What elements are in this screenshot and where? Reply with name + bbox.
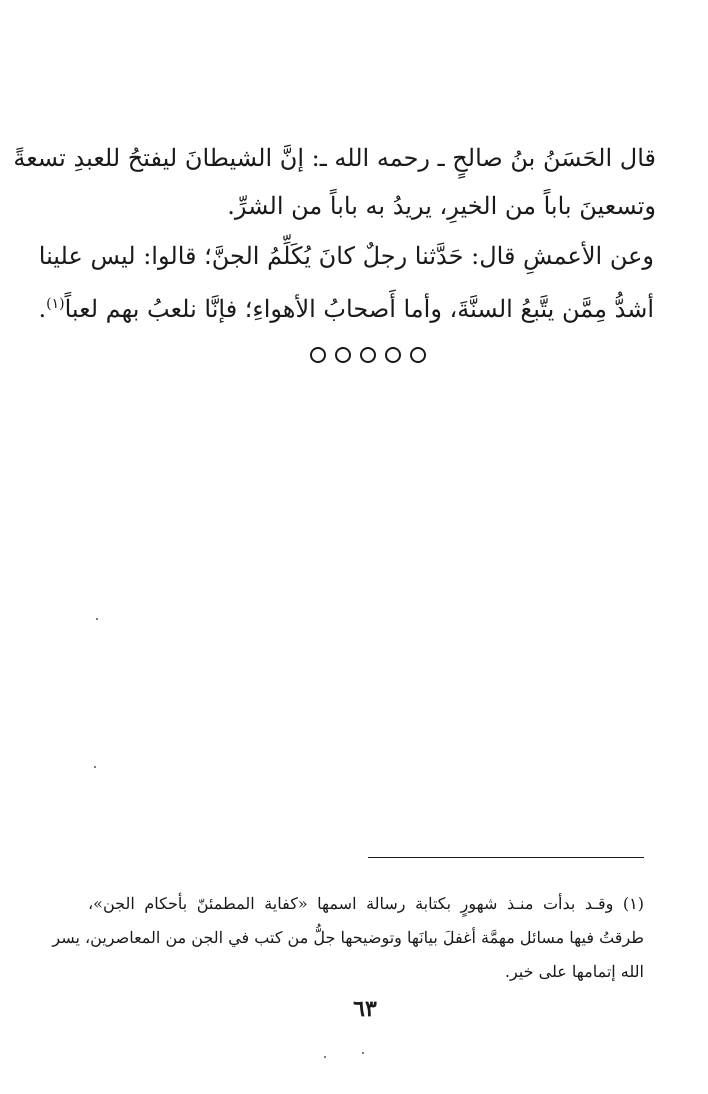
footnote-line-3: الله إتمامها على خير.: [504, 962, 644, 981]
footnote-line-1: (١) وقـد بدأت منـذ شهورٍ بكتابة رسالة اسمها «كفاية المطمئنّ بأحكام الجن»،: [88, 894, 644, 913]
scan-speck: [324, 1056, 326, 1058]
scan-speck: [362, 1052, 364, 1054]
section-divider-ornament: [310, 342, 426, 368]
page-number: ٦٣: [353, 996, 377, 1022]
footnote-line-2: طرقتُ فيها مسائل مهمَّة أغفلَ بيانَها وتوضيحها جلُّ من كتب في الجن من المعاصرين، يسر: [52, 928, 644, 947]
paragraph-2-line-2: [38, 288, 654, 325]
scan-speck: [94, 766, 96, 768]
paragraph-1-line-1: قال الحَسَنُ بنُ صالحٍ ـ رحمه الله ـ: إنَّ الشيطانَ ليفتحُ للعبدِ تسعةً: [13, 144, 656, 172]
scan-speck: [96, 618, 98, 620]
divider-circle-icon: [360, 347, 376, 363]
divider-circle-icon: [410, 347, 426, 363]
paragraph-1-line-2: وتسعينَ باباً من الخيرِ، يريدُ به باباً من الشرِّ.: [227, 192, 656, 220]
paragraph-2-line-2-text: أشدُّ مِمَّن يتَّبعُ السنَّةَ، وأما أَصحابُ الأهواءِ؛ فإنَّا نلعبُ بهم لعباً: [64, 295, 654, 323]
footnote-separator-rule: [368, 857, 644, 858]
paragraph-2-line-1: وعن الأعمشِ قال: حَدَّثنا رجلٌ كانَ يُكَلِّمُ الجنَّ؛ قالوا: ليس علينا: [38, 242, 654, 270]
divider-circle-icon: [335, 347, 351, 363]
divider-circle-icon: [385, 347, 401, 363]
footnote-reference-marker[interactable]: (١): [46, 296, 65, 312]
paragraph-2-line-2-end: .: [38, 295, 47, 323]
divider-circle-icon: [310, 347, 326, 363]
